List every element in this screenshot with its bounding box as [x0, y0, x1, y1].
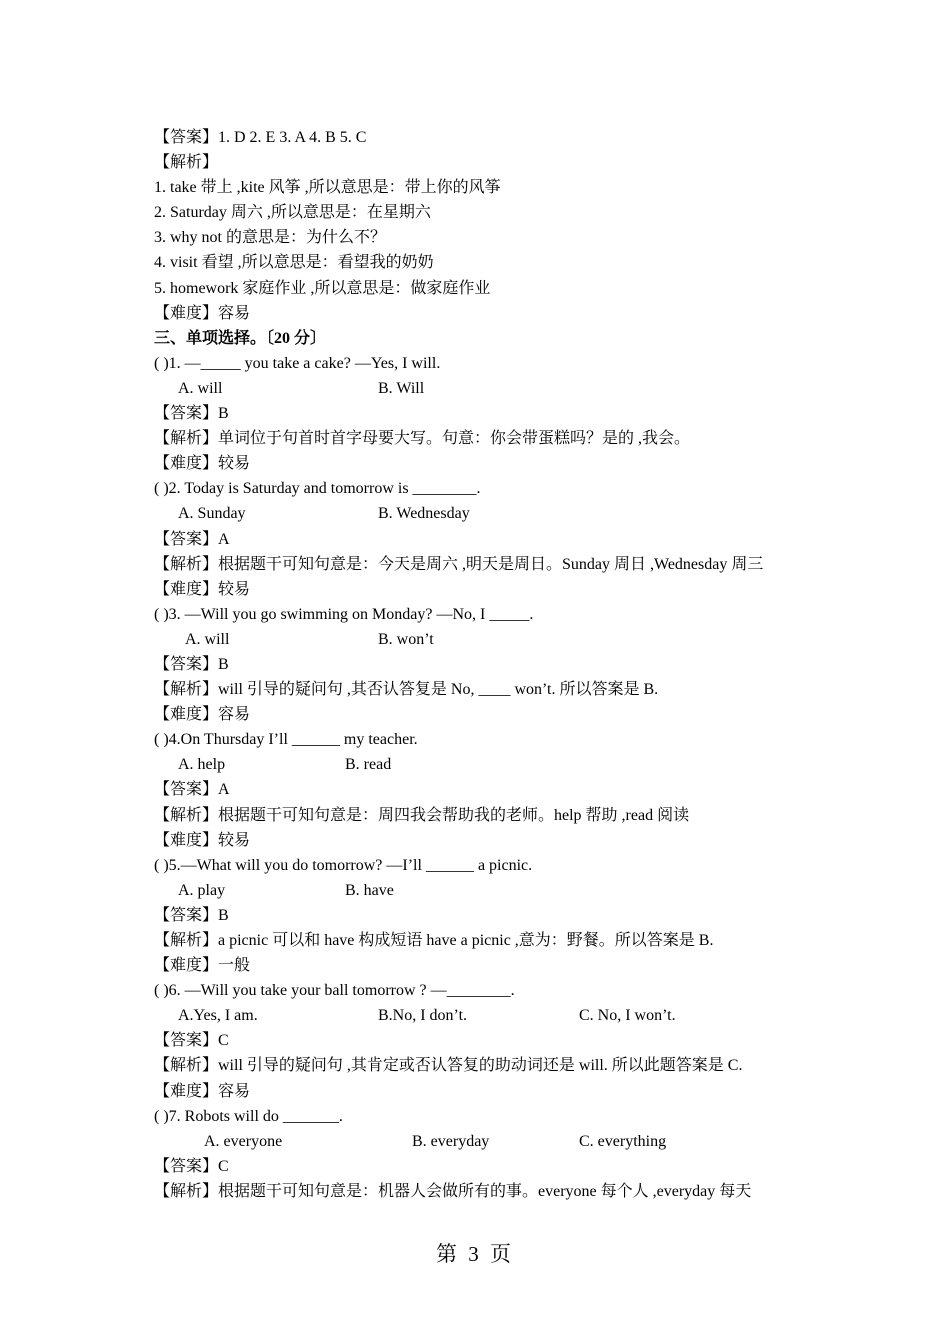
- analysis-line: 【解析】单词位于句首时首字母要大写。句意：你会带蛋糕吗？是的 ,我会。: [154, 430, 691, 448]
- answer-line: 【答案】B: [154, 655, 229, 673]
- option-b: B. read: [345, 756, 392, 774]
- option-b: B. won’t: [378, 630, 434, 648]
- question-2: ( )2. Today is Saturday and tomorrow is ________.: [154, 480, 481, 498]
- question-4-options: [154, 752, 854, 777]
- section-heading: 三、单项选择。〔20 分〕: [154, 329, 327, 347]
- difficulty-line: 【难度】一般: [154, 957, 251, 975]
- analysis-line: 3. why not 的意思是：为什么不？: [154, 229, 387, 247]
- analysis-line: 2. Saturday 周六 ,所以意思是：在星期六: [154, 204, 431, 222]
- answer-line: 【答案】B: [154, 906, 229, 924]
- option-b: B.No, I don’t.: [378, 1007, 468, 1025]
- page-number: 第 3 页: [436, 1242, 514, 1266]
- page-content: [154, 125, 854, 1204]
- answer-line: 【答案】C: [154, 1032, 229, 1050]
- difficulty-line: 【难度】较易: [154, 580, 251, 598]
- option-a: A. Sunday: [178, 505, 246, 523]
- option-b: B. everyday: [412, 1132, 490, 1150]
- analysis-line: 【解析】will 引导的疑问句 ,其肯定或否认答复的助动词还是 will. 所以此题答案是 C.: [154, 1057, 743, 1075]
- analysis-line: 1. take 带上 ,kite 风筝 ,所以意思是：带上你的风筝: [154, 179, 501, 197]
- option-b: B. Will: [378, 379, 425, 397]
- option-a: A. will: [178, 379, 223, 397]
- analysis-line: 5. homework 家庭作业 ,所以意思是：做家庭作业: [154, 279, 491, 297]
- question-2-options: [154, 501, 854, 526]
- analysis-line: 【解析】根据题干可知句意是：机器人会做所有的事。everyone 每个人 ,everyday 每天: [154, 1182, 752, 1200]
- option-b: B. have: [345, 881, 394, 899]
- difficulty-line: 【难度】容易: [154, 1082, 251, 1100]
- answer-line: 【答案】A: [154, 781, 230, 799]
- option-a: A. everyone: [204, 1132, 283, 1150]
- question-6: ( )6. —Will you take your ball tomorrow ? —________.: [154, 982, 515, 1000]
- analysis-line: 【解析】will 引导的疑问句 ,其否认答复是 No, ____ won’t. 所以答案是 B.: [154, 681, 659, 699]
- question-1: ( )1. —_____ you take a cake? —Yes, I will.: [154, 354, 441, 372]
- option-b: B. Wednesday: [378, 505, 470, 523]
- answer-line: 【答案】A: [154, 530, 230, 548]
- analysis-line: 4. visit 看望 ,所以意思是：看望我的奶奶: [154, 254, 434, 272]
- difficulty-line: 【难度】容易: [154, 706, 251, 724]
- option-a: A.Yes, I am.: [178, 1007, 258, 1025]
- analysis-heading: 【解析】: [154, 154, 219, 172]
- question-4: ( )4.On Thursday I’ll ______ my teacher.: [154, 731, 418, 749]
- answer-line: 【答案】B: [154, 405, 229, 423]
- option-c: C. everything: [579, 1132, 667, 1150]
- option-c: C. No, I won’t.: [579, 1007, 676, 1025]
- question-5: ( )5.—What will you do tomorrow? —I’ll ______ a picnic.: [154, 856, 533, 874]
- difficulty-line: 【难度】较易: [154, 455, 251, 473]
- question-3-options: [154, 627, 854, 652]
- difficulty-line: 【难度】较易: [154, 831, 251, 849]
- question-7-options: [154, 1129, 854, 1154]
- analysis-line: 【解析】a picnic 可以和 have 构成短语 have a picnic ,意为：野餐。所以答案是 B.: [154, 932, 714, 949]
- difficulty-line: 【难度】容易: [154, 304, 251, 322]
- question-7: ( )7. Robots will do _______.: [154, 1107, 343, 1125]
- analysis-line: 【解析】根据题干可知句意是：今天是周六 ,明天是周日。Sunday 周日 ,Wednesday 周三: [154, 555, 764, 573]
- option-a: A. play: [178, 881, 226, 899]
- option-a: A. will: [185, 630, 230, 648]
- question-3: ( )3. —Will you go swimming on Monday? —No, I _____.: [154, 605, 534, 623]
- question-6-options: [154, 1003, 854, 1028]
- answer-line: 【答案】C: [154, 1157, 229, 1175]
- question-5-options: [154, 878, 854, 903]
- analysis-line: 【解析】根据题干可知句意是：周四我会帮助我的老师。help 帮助 ,read 阅读: [154, 806, 690, 824]
- option-a: A. help: [178, 756, 226, 774]
- answer-line: 【答案】1. D 2. E 3. A 4. B 5. C: [154, 129, 367, 146]
- question-1-options: [154, 376, 854, 401]
